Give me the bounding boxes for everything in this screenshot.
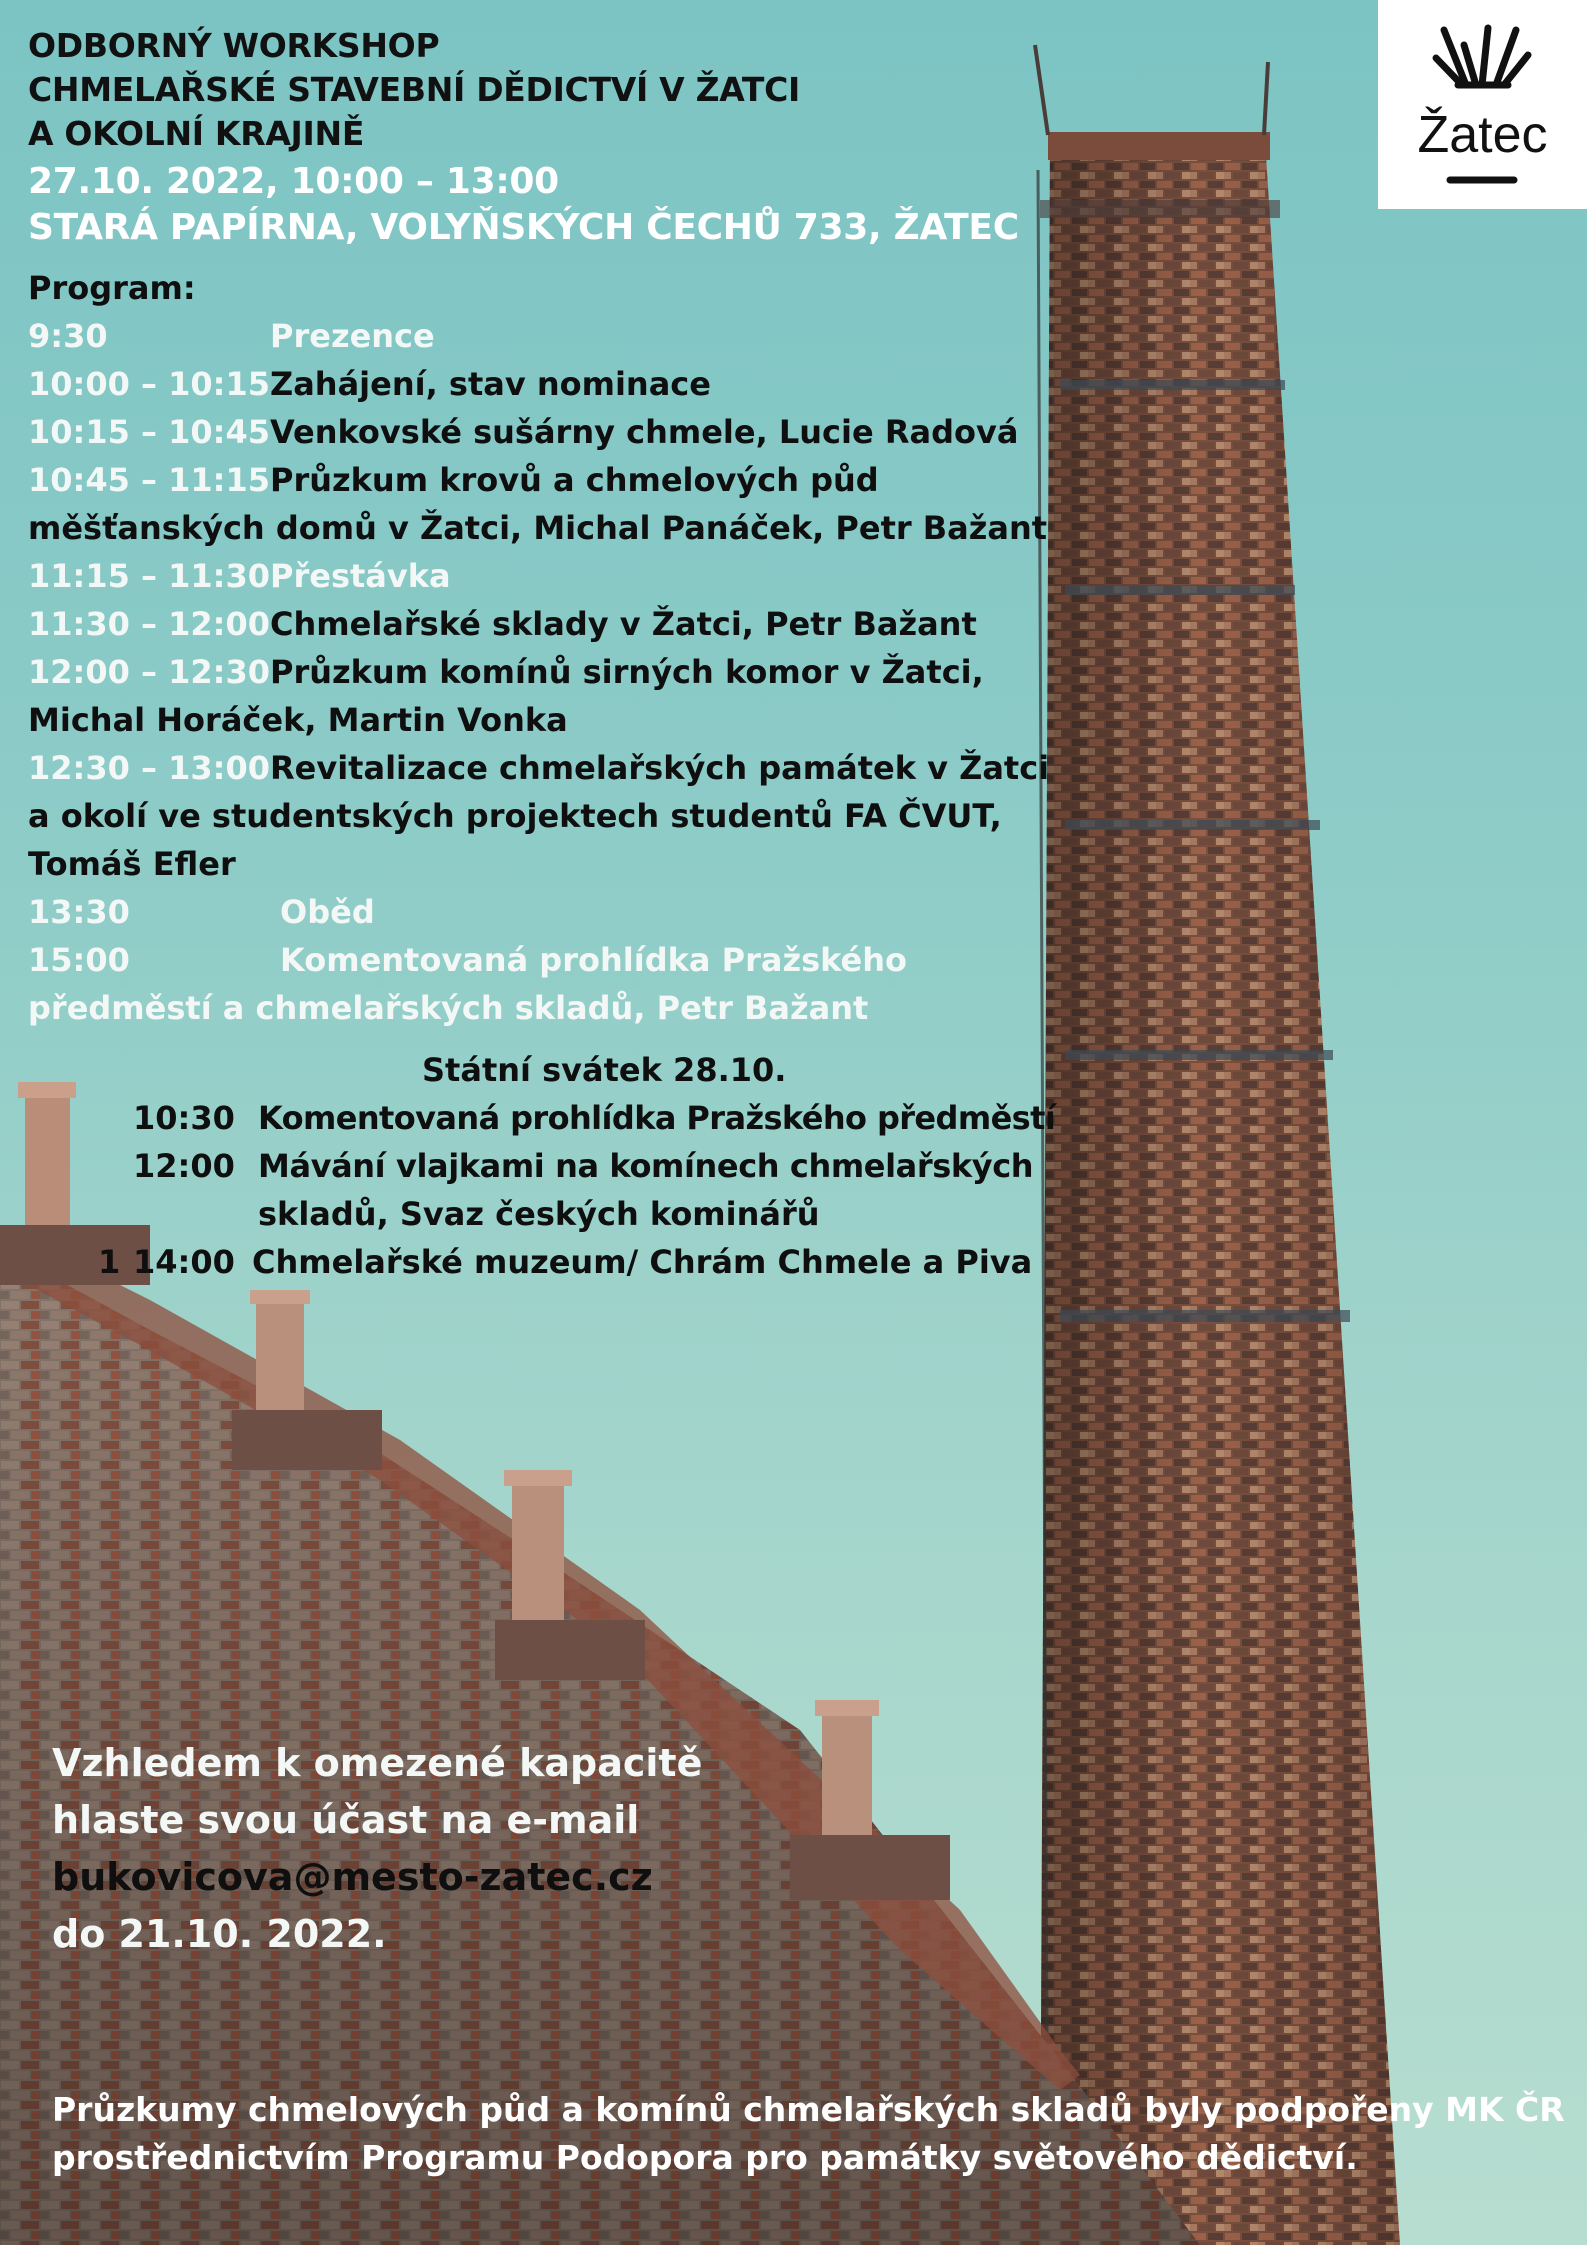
program-time: 13:30	[28, 893, 130, 931]
program-time: 12:30 – 13:00	[28, 749, 270, 787]
funding-line-2: prostřednictvím Programu Podopora pro památky světového dědictví.	[52, 2138, 1358, 2177]
program-time: 11:30 – 12:00	[28, 605, 270, 643]
program-title: Venkovské sušárny chmele, Lucie Radová	[270, 413, 1019, 451]
program-title-continued: měšťanských domů v Žatci, Michal Panáček, Petr Bažant	[28, 509, 1048, 547]
holiday-event: Komentovaná prohlídka Pražského předměstí	[258, 1099, 1056, 1137]
header-line-1: ODBORNÝ WORKSHOP	[28, 26, 440, 65]
registration-email: bukovicova@mesto-zatec.cz	[52, 1855, 653, 1899]
holiday-prefix: 1	[98, 1243, 121, 1281]
logo-text: Žatec	[1417, 106, 1548, 164]
program-title-continued: Tomáš Efler	[28, 845, 236, 883]
program-title: Přestávka	[270, 557, 451, 595]
program-title-continued: Michal Horáček, Martin Vonka	[28, 701, 568, 739]
program-time: 10:15 – 10:45	[28, 413, 270, 451]
program-title-continued: a okolí ve studentských projektech studentů FA ČVUT,	[28, 797, 1002, 835]
program-time: 10:00 – 10:15	[28, 365, 270, 403]
registration-deadline: do 21.10. 2022.	[52, 1912, 387, 1956]
holiday-title: Státní svátek 28.10.	[422, 1051, 787, 1089]
program-title: Oběd	[280, 893, 375, 931]
program-label: Program:	[28, 269, 196, 307]
tall-chimney	[1035, 45, 1400, 2245]
event-venue: STARÁ PAPÍRNA, VOLYŇSKÝCH ČECHŮ 733, ŽATEC	[28, 207, 1019, 248]
registration-line-1: Vzhledem k omezené kapacitě	[52, 1741, 703, 1785]
program-title: Průzkum komínů sirných komor v Žatci,	[270, 653, 984, 691]
program-time: 10:45 – 11:15	[28, 461, 270, 499]
holiday-time: 14:00	[133, 1243, 235, 1281]
holiday-event: Chmelařské muzeum/ Chrám Chmele a Piva	[252, 1243, 1033, 1281]
program-time: 12:00 – 12:30	[28, 653, 270, 691]
event-date: 27.10. 2022, 10:00 – 13:00	[28, 161, 559, 202]
program-time: 11:15 – 11:30	[28, 557, 270, 595]
program-title-continued: předměstí a chmelařských skladů, Petr Bažant	[28, 989, 869, 1027]
holiday-time: 12:00	[133, 1147, 235, 1185]
holiday-time: 10:30	[133, 1099, 235, 1137]
program-title: Komentovaná prohlídka Pražského	[280, 941, 907, 979]
registration-line-2: hlaste svou účast na e-mail	[52, 1798, 640, 1842]
program-title: Průzkum krovů a chmelových půd	[270, 461, 879, 499]
header-line-3: A OKOLNÍ KRAJINĚ	[28, 114, 365, 153]
holiday-event-continued: skladů, Svaz českých kominářů	[258, 1195, 820, 1233]
program-title: Revitalizace chmelařských památek v Žatci	[270, 749, 1050, 787]
zatec-logo	[1378, 0, 1587, 209]
program-title: Zahájení, stav nominace	[270, 365, 711, 403]
program-title: Prezence	[270, 317, 435, 355]
funding-line-1: Průzkumy chmelových půd a komínů chmelařských skladů byly podpořeny MK ČR	[52, 2090, 1565, 2129]
program-time: 9:30	[28, 317, 108, 355]
holiday-event: Mávání vlajkami na komínech chmelařských	[258, 1147, 1034, 1185]
program-title: Chmelařské sklady v Žatci, Petr Bažant	[270, 605, 977, 643]
program-time: 15:00	[28, 941, 130, 979]
header-line-2: CHMELAŘSKÉ STAVEBNÍ DĚDICTVÍ V ŽATCI	[28, 70, 800, 109]
